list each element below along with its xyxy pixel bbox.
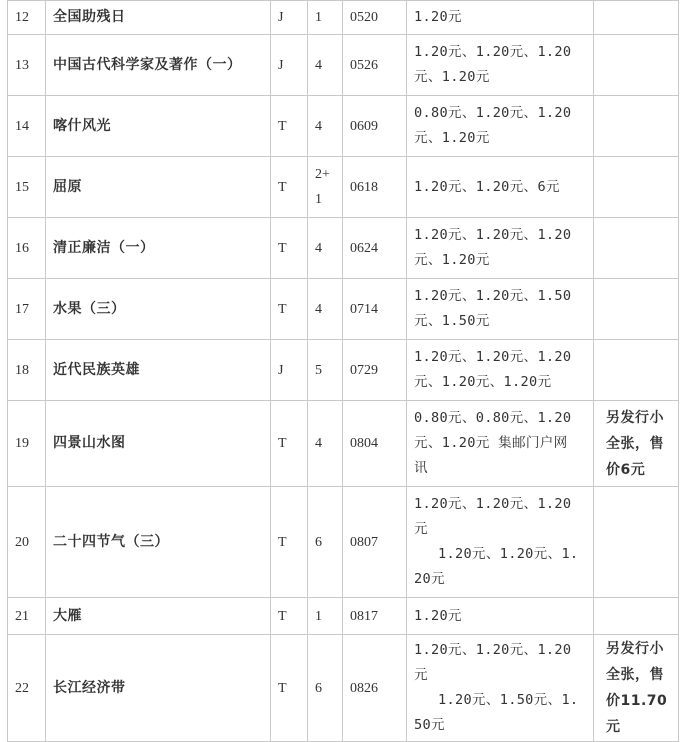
table-row — [8, 487, 679, 598]
piece-count-cell: 5 — [308, 340, 343, 401]
note-cell — [594, 279, 679, 340]
piece-count-cell: 6 — [308, 635, 343, 742]
table-row — [8, 218, 679, 279]
issue-date-cell: 0526 — [343, 35, 407, 96]
face-value-line: 元 — [414, 667, 428, 683]
issue-number-cell: 16 — [8, 218, 46, 279]
issue-number-cell: 17 — [8, 279, 46, 340]
face-value-line: 50元 — [414, 717, 445, 733]
face-value-line: 1.20元、1.20元、1.20 — [414, 349, 572, 365]
face-value-cell — [407, 401, 594, 487]
stamp-name-cell: 全国助残日 — [46, 1, 271, 35]
category-cell: T — [271, 218, 308, 279]
issue-date-cell: 0714 — [343, 279, 407, 340]
stamp-name-cell: 近代民族英雄 — [46, 340, 271, 401]
piece-count-cell: 1 — [308, 598, 343, 635]
category-cell: J — [271, 1, 308, 35]
stamp-name-cell: 中国古代科学家及著作（一） — [46, 35, 271, 96]
category-cell: J — [271, 35, 308, 96]
piece-count-line: 1 — [315, 192, 322, 207]
category-cell: T — [271, 279, 308, 340]
table-row — [8, 279, 679, 340]
face-value-cell — [407, 96, 594, 157]
face-value-line: 元 — [414, 521, 428, 537]
face-value-line: 元、1.20元 — [414, 252, 490, 268]
table-row — [8, 35, 679, 96]
face-value-line: 元、1.20元 — [414, 69, 490, 85]
face-value-cell — [407, 487, 594, 598]
piece-count-cell: 6 — [308, 487, 343, 598]
stamp-name-cell: 喀什风光 — [46, 96, 271, 157]
face-value-line: 1.20元 — [414, 607, 462, 624]
face-value-line: 元、1.20元 — [414, 130, 490, 146]
face-value-line: 1.20元、1.20元、6元 — [414, 178, 560, 195]
stamp-name-cell: 长江经济带 — [46, 635, 271, 742]
category-cell: T — [271, 96, 308, 157]
note-cell — [594, 218, 679, 279]
issue-number-cell: 18 — [8, 340, 46, 401]
issue-date-cell: 0618 — [343, 157, 407, 218]
table-row — [8, 401, 679, 487]
note-cell: 另发行小全张，售价11.70元 — [594, 635, 679, 742]
piece-count-cell: 4 — [308, 218, 343, 279]
issue-number-cell: 19 — [8, 401, 46, 487]
face-value-cell — [407, 218, 594, 279]
face-value-cell — [407, 157, 594, 218]
face-value-cell — [407, 635, 594, 742]
stamp-name-cell: 水果（三） — [46, 279, 271, 340]
issue-date-cell: 0609 — [343, 96, 407, 157]
face-value-line: 1.20元、1.20元、1.50 — [414, 288, 572, 304]
stamp-name-cell: 四景山水图 — [46, 401, 271, 487]
note-cell — [594, 1, 679, 35]
note-cell — [594, 487, 679, 598]
issue-number-cell: 15 — [8, 157, 46, 218]
issue-number-cell: 20 — [8, 487, 46, 598]
face-value-line: 20元 — [414, 571, 445, 587]
face-value-line: 元、1.50元 — [414, 313, 490, 329]
face-value-line: 1.20元、1.50元、1. — [438, 692, 579, 708]
note-cell — [594, 598, 679, 635]
issue-date-cell: 0804 — [343, 401, 407, 487]
table-row — [8, 635, 679, 742]
issue-date-cell: 0807 — [343, 487, 407, 598]
note-cell — [594, 35, 679, 96]
face-value-line: 元、1.20元、1.20元 — [414, 374, 552, 390]
issue-number-cell: 12 — [8, 1, 46, 35]
face-value-line: 1.20元 — [414, 9, 462, 25]
table-row — [8, 340, 679, 401]
face-value-cell — [407, 279, 594, 340]
table-row — [8, 1, 679, 35]
table-row — [8, 96, 679, 157]
category-cell: T — [271, 598, 308, 635]
stamp-name-cell: 屈原 — [46, 157, 271, 218]
issue-number-cell: 13 — [8, 35, 46, 96]
issue-date-cell: 0624 — [343, 218, 407, 279]
face-value-line: 1.20元、1.20元、1.20 — [414, 44, 572, 60]
note-cell: 另发行小全张，售价6元 — [594, 401, 679, 487]
category-cell: J — [271, 340, 308, 401]
note-cell — [594, 340, 679, 401]
face-value-line: 1.20元、1.20元、1.20 — [414, 227, 572, 243]
piece-count-cell: 4 — [308, 96, 343, 157]
issue-date-cell: 0826 — [343, 635, 407, 742]
stamp-name-cell: 大雁 — [46, 598, 271, 635]
table-row — [8, 157, 679, 218]
piece-count-cell — [308, 157, 343, 218]
category-cell: T — [271, 401, 308, 487]
category-cell: T — [271, 635, 308, 742]
note-cell — [594, 96, 679, 157]
table-row — [8, 598, 679, 635]
issue-date-cell: 0520 — [343, 1, 407, 35]
face-value-line: 讯 — [414, 460, 428, 476]
stamp-issue-table — [7, 0, 679, 742]
face-value-cell — [407, 340, 594, 401]
stamp-name-cell: 清正廉洁（一） — [46, 218, 271, 279]
face-value-cell — [407, 1, 594, 35]
face-value-cell — [407, 35, 594, 96]
piece-count-cell: 1 — [308, 1, 343, 35]
category-cell: T — [271, 487, 308, 598]
piece-count-cell: 4 — [308, 35, 343, 96]
issue-number-cell: 21 — [8, 598, 46, 635]
note-cell — [594, 157, 679, 218]
piece-count-line: 2+ — [315, 167, 330, 182]
face-value-line: 1.20元、1.20元、1.20 — [414, 642, 572, 658]
face-value-line: 0.80元、1.20元、1.20 — [414, 105, 572, 121]
issue-date-cell: 0729 — [343, 340, 407, 401]
category-cell: T — [271, 157, 308, 218]
face-value-cell — [407, 598, 594, 635]
stamp-name-cell: 二十四节气（三） — [46, 487, 271, 598]
issue-number-cell: 14 — [8, 96, 46, 157]
face-value-line: 1.20元、1.20元、1.20 — [414, 496, 572, 512]
face-value-line: 0.80元、0.80元、1.20 — [414, 410, 572, 426]
issue-date-cell: 0817 — [343, 598, 407, 635]
face-value-line: 1.20元、1.20元、1. — [438, 546, 579, 562]
piece-count-cell: 4 — [308, 401, 343, 487]
issue-number-cell: 22 — [8, 635, 46, 742]
piece-count-cell: 4 — [308, 279, 343, 340]
face-value-line: 元、1.20元 集邮门户网 — [414, 435, 568, 451]
